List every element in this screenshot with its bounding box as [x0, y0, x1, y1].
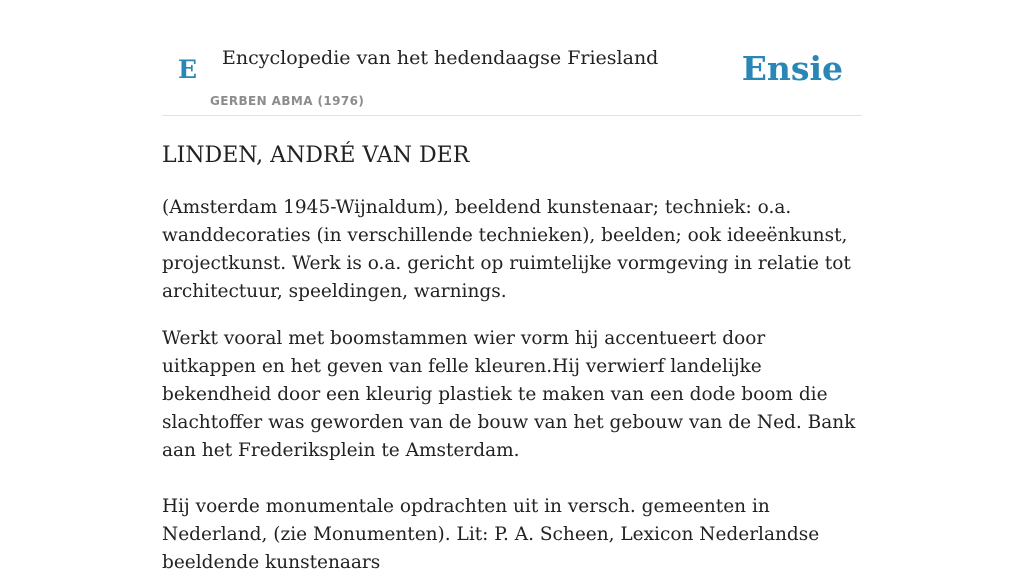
entry-paragraph: (Amsterdam 1945-Wijnaldum), beeldend kunstenaar; techniek: o.a. wanddecoraties (in verschillende technieken), beelden; ook ideeënkunst, projectkunst. Werk is o.a. gericht op ruimtelijke vormgeving in relatie tot architectuur, speeldingen, warnings. [162, 197, 851, 302]
entry-title: LINDEN, ANDRÉ VAN DER [162, 143, 470, 168]
header [162, 0, 862, 116]
entry-paragraph: Werkt vooral met boomstammen wier vorm hij accentueert door uitkappen en het geven van felle kleuren.Hij verwierf landelijke bekendheid door een kleurig plastiek te maken van een dode boom die slachtoffer was geworden van de bouw van het gebouw van de Ned. Bank aan het Frederiksplein te Amsterdam. [162, 328, 856, 461]
page [162, 0, 862, 577]
ensie-logo[interactable]: Ensie [741, 49, 843, 88]
entry-paragraph: Hij voerde monumentale opdrachten uit in versch. gemeenten in Nederland, (zie Monumenten). Lit: P. A. Scheen, Lexicon Nederlandse beeldende kunstenaars [162, 496, 820, 573]
book-logo-letter[interactable]: E [178, 55, 198, 84]
book-title[interactable]: Encyclopedie van het hedendaagse Friesland [222, 47, 659, 69]
book-author-year: GERBEN ABMA (1976) [210, 94, 365, 108]
